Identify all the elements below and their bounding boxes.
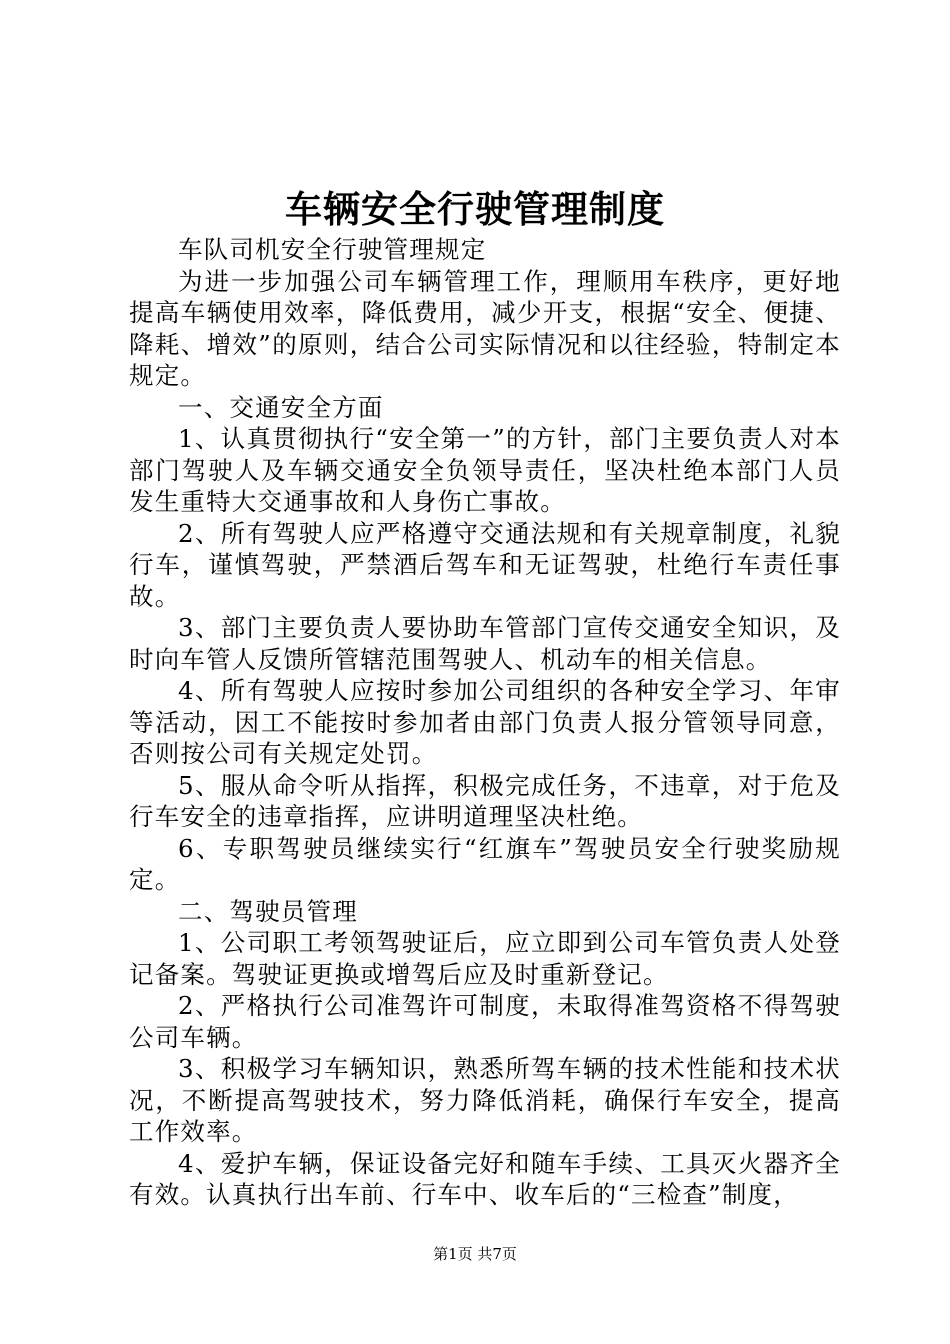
section-heading: 一、交通安全方面 (178, 392, 384, 422)
paragraph: 车队司机安全行驶管理规定 (178, 235, 487, 264)
paragraph: 4、所有驾驶人应按时参加公司组织的各种安全学习、年审等活动，因工不能按时参加者由部门负责人报分管领导同意，否则按公司有关规定处罚。 (129, 676, 841, 768)
paragraph: 6、专职驾驶员继续实行“红旗车”驾驶员安全行驶奖励规定。 (129, 833, 841, 894)
paragraph: 2、严格执行公司准驾许可制度，未取得准驾资格不得驾驶公司车辆。 (129, 991, 841, 1052)
paragraph: 3、积极学习车辆知识，熟悉所驾车辆的技术性能和技术状况，不断提高驾驶技术，努力降低消耗，确保行车安全，提高工作效率。 (129, 1054, 841, 1146)
paragraph: 2、所有驾驶人应严格遵守交通法规和有关规章制度，礼貌行车，谨慎驾驶，严禁酒后驾车和无证驾驶，杜绝行车责任事故。 (129, 518, 841, 611)
section-heading: 二、驾驶员管理 (178, 896, 358, 926)
page-footer: 第1页 共7页 (433, 1245, 517, 1263)
paragraph: 1、认真贯彻执行“安全第一”的方针，部门主要负责人对本部门驾驶人及车辆交通安全负领导责任，坚决杜绝本部门人员发生重特大交通事故和人身伤亡事故。 (129, 424, 841, 516)
paragraph: 4、爱护车辆，保证设备完好和随车手续、工具灭火器齐全有效。认真执行出车前、行车中、收车后的“三检查”制度， (129, 1148, 841, 1209)
paragraph: 1、公司职工考领驾驶证后，应立即到公司车管负责人处登记备案。驾驶证更换或增驾后应及时重新登记。 (129, 928, 841, 989)
paragraph: 3、部门主要负责人要协助车管部门宣传交通安全知识，及时向车管人反馈所管辖范围驾驶人、机动车的相关信息。 (129, 613, 841, 674)
paragraph: 5、服从命令听从指挥，积极完成任务，不违章，对于危及行车安全的违章指挥，应讲明道理坚决杜绝。 (129, 770, 841, 831)
document-title: 车辆安全行驶管理制度 (285, 187, 665, 231)
document-body (129, 234, 841, 1211)
paragraph: 为进一步加强公司车辆管理工作，理顺用车秩序，更好地提高车辆使用效率，降低费用，减少开支，根据“安全、便捷、降耗、增效”的原则，结合公司实际情况和以往经验，特制定本规定。 (129, 266, 841, 390)
